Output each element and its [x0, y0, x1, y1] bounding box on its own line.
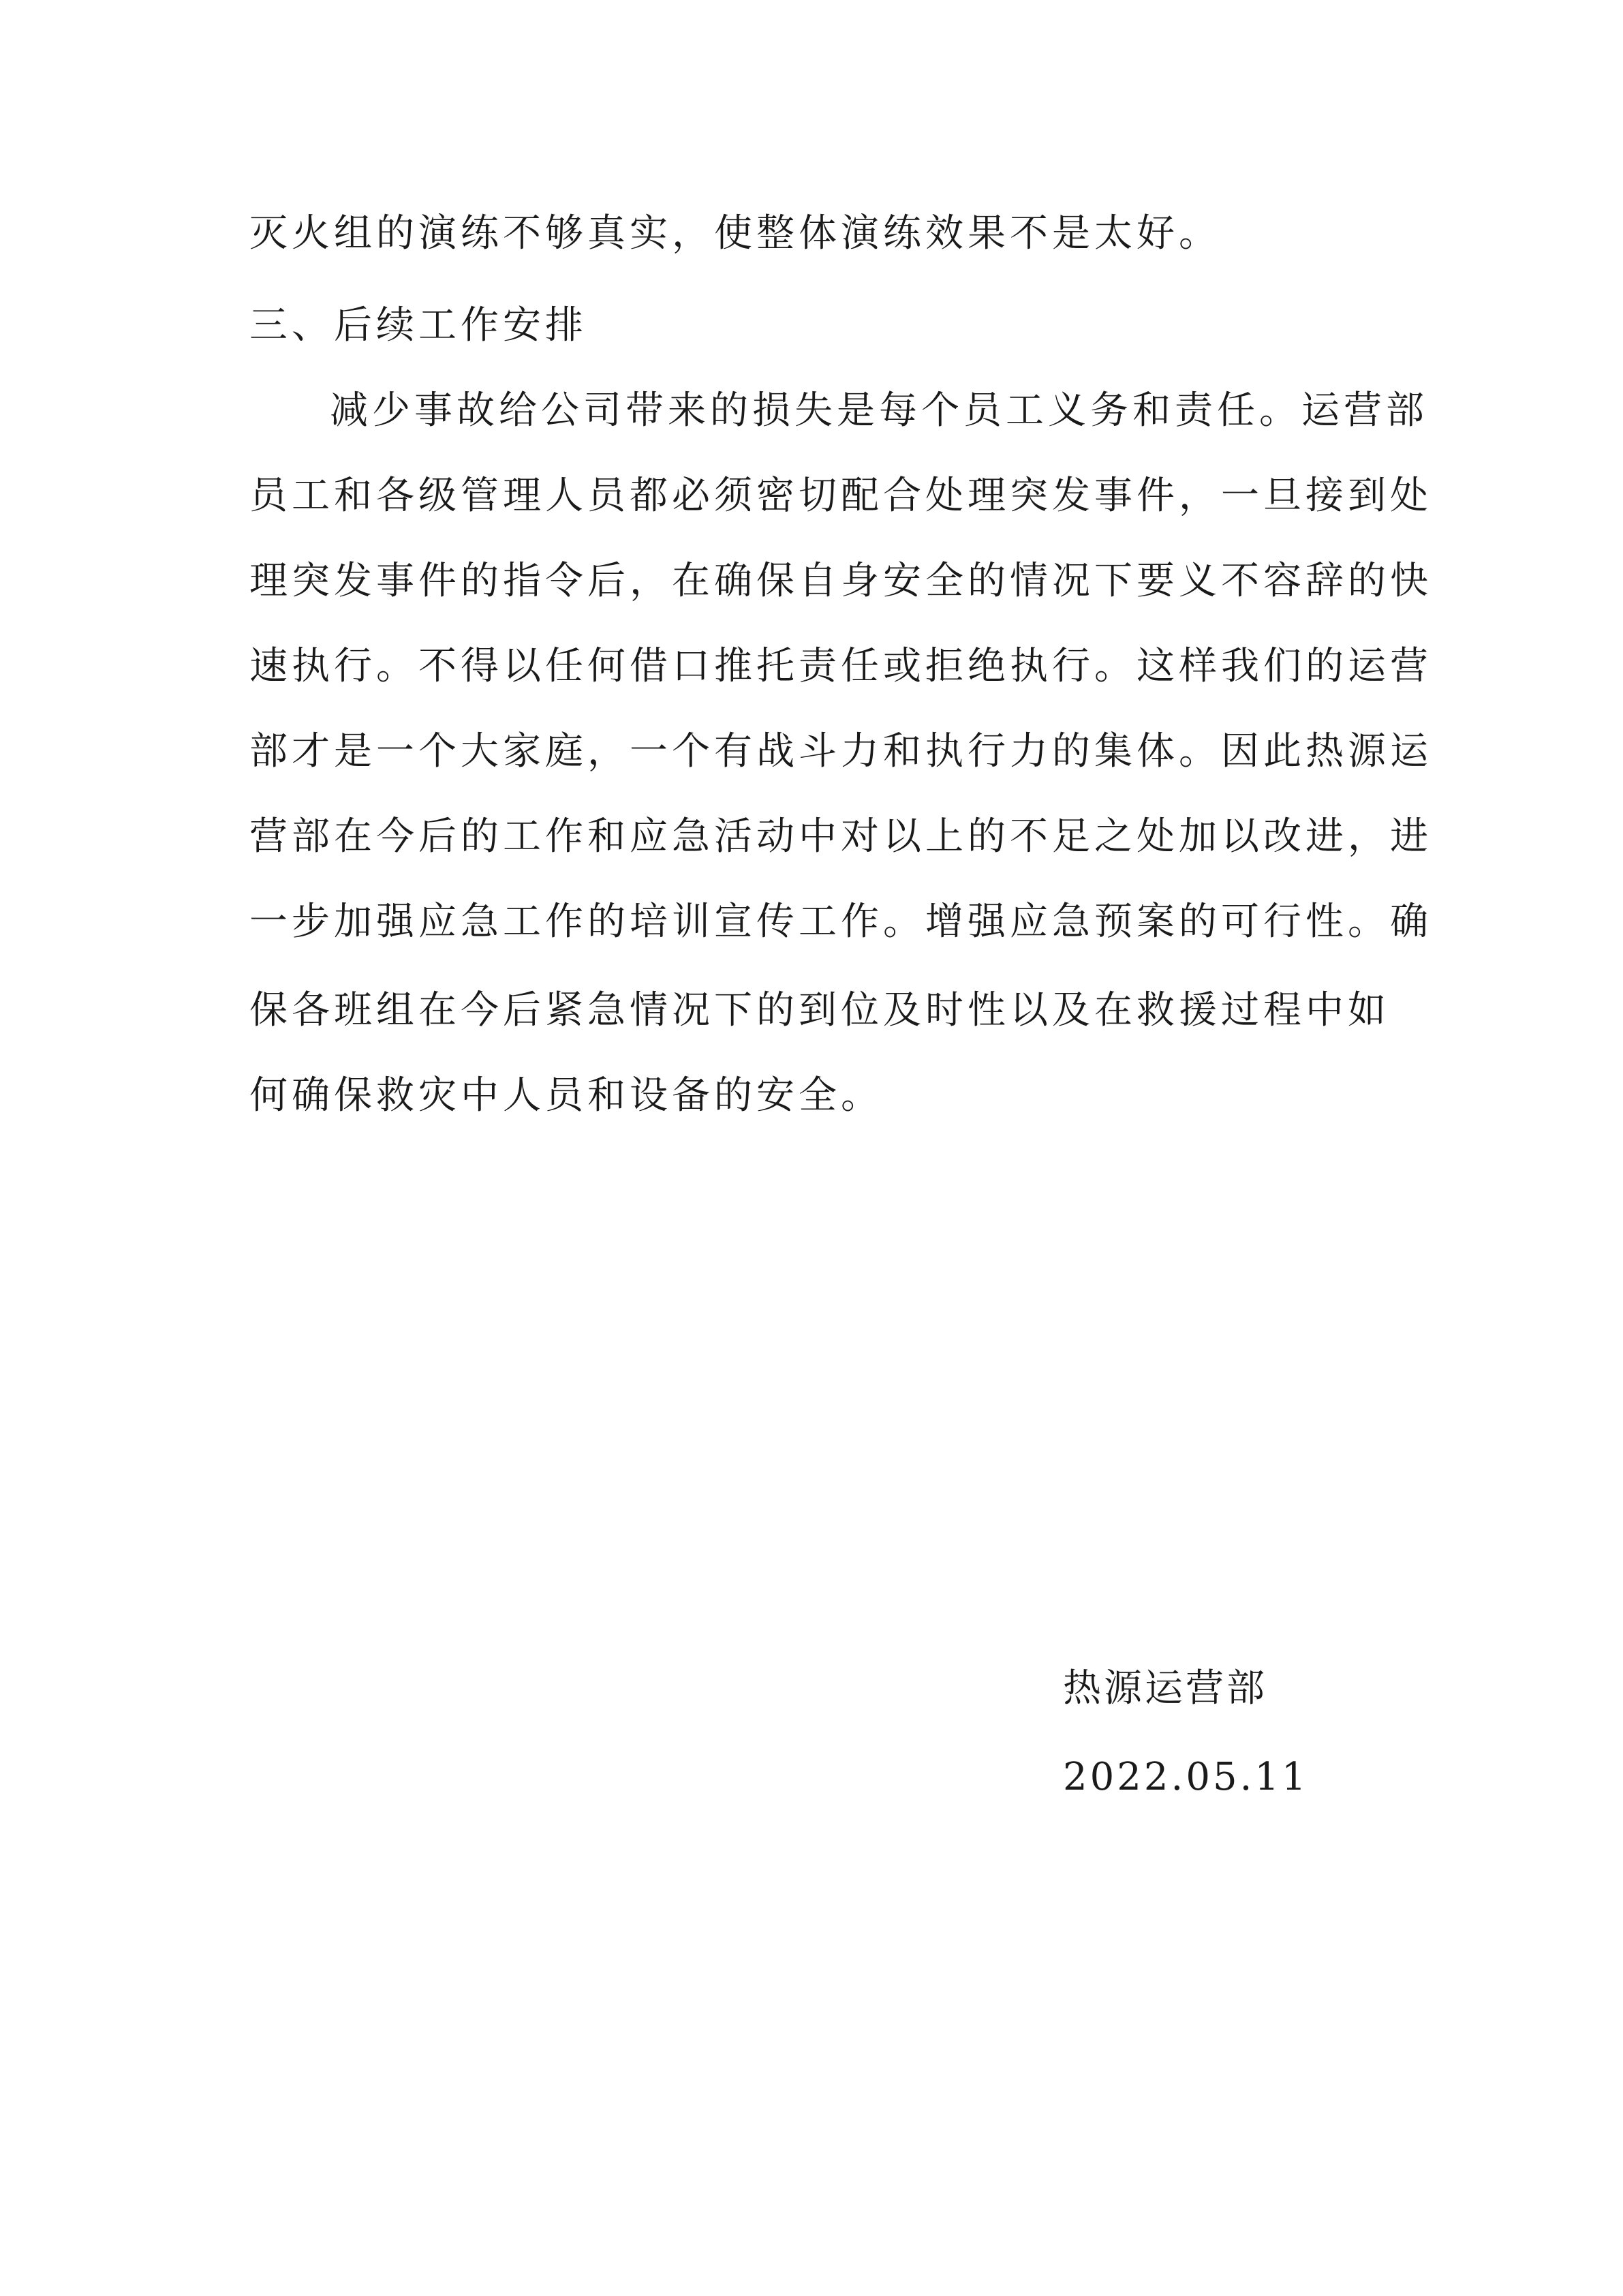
text-line: 减少事故给公司带来的损失是每个员工义务和责任。运营部 — [330, 388, 1428, 433]
signature-date: 2022.05.11 — [1063, 1755, 1309, 1799]
text-line: 理突发事件的指令后，在确保自身安全的情况下要义不容辞的快 — [249, 559, 1432, 603]
text-line: 何确保救灾中人员和设备的安全。 — [249, 1073, 883, 1118]
section-heading: 三、后续工作安排 — [249, 303, 587, 348]
text-line: 速执行。不得以任何借口推托责任或拒绝执行。这样我们的运营 — [249, 644, 1432, 688]
text-line: 灭火组的演练不够真实，使整体演练效果不是太好。 — [249, 211, 1221, 256]
text-line: 一步加强应急工作的培训宣传工作。增强应急预案的可行性。确 — [249, 900, 1432, 944]
text-line: 部才是一个大家庭，一个有战斗力和执行力的集体。因此热源运 — [249, 729, 1432, 774]
text-line: 保各班组在今后紧急情况下的到位及时性以及在救援过程中如 — [249, 988, 1390, 1032]
text-line: 营部在今后的工作和应急活动中对以上的不足之处加以改进，进 — [249, 814, 1432, 859]
text-line: 员工和各级管理人员都必须密切配合处理突发事件，一旦接到处 — [249, 474, 1432, 518]
signature-department: 热源运营部 — [1063, 1666, 1267, 1711]
